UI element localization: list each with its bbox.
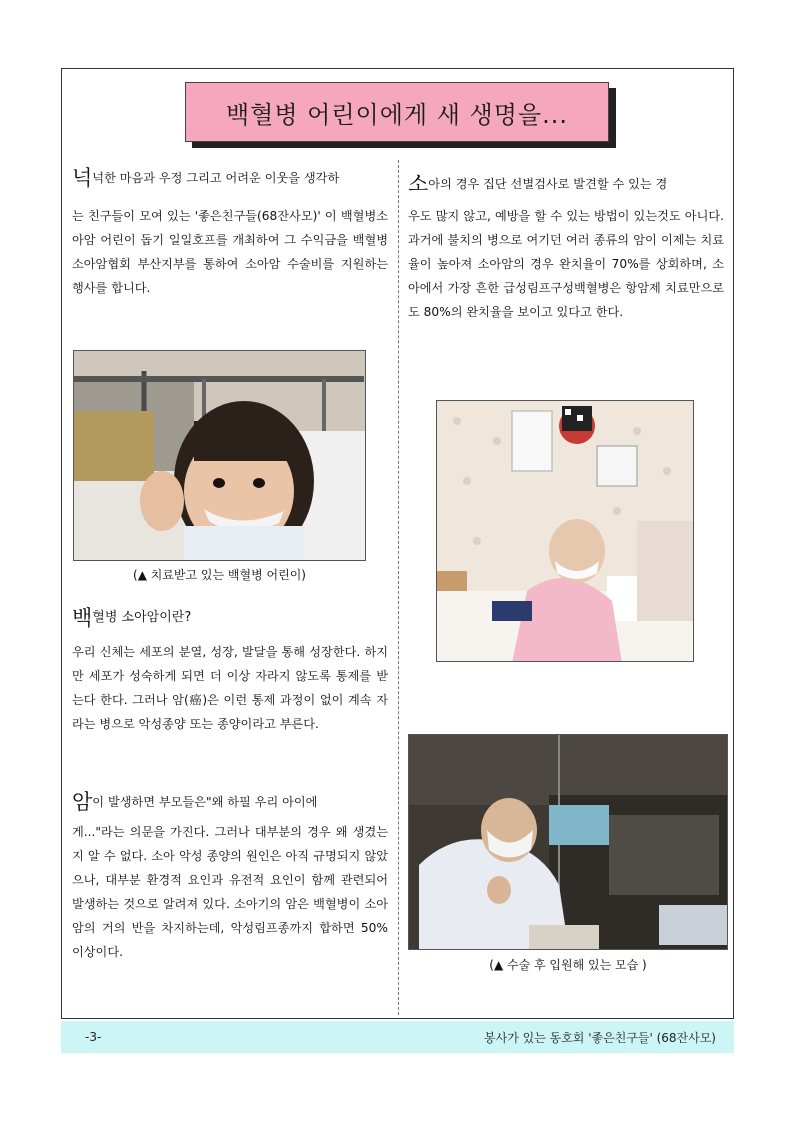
treatment-paragraph	[408, 172, 724, 324]
treatment-body: 우도 많지 않고, 예방을 할 수 있는 방법이 있는것도 아니다. 과거에 불치의 병으로 여기던 여러 종류의 암이 이제는 치료율이 높아져 소아암의 경우 완치율이 70%를 상회하며, 소아에서 가장 흔한 급성림프구성백혈병은 항암제 치료만으로도 80%의 완치율을 보이고 있다고 한다.	[408, 209, 724, 319]
page-number: -3-	[85, 1030, 102, 1044]
intro-body: 는 친구들이 모여 있는 '좋은친구들(68잔사모)' 이 백혈병소아암 어린이 돕기 일일호프를 개최하여 그 수익금을 백혈병소아암협회 부산지부를 통하여 소아암 수술비를 지원하는 행사를 합니다.	[72, 209, 388, 295]
photo3-caption: (▲ 수술 후 입원해 있는 모습 )	[489, 958, 647, 972]
page-footer	[61, 1021, 734, 1053]
intro-first-line: 넉한 마음과 우정 그리고 어려운 이웃을 생각하	[92, 171, 340, 185]
photo1-caption: (▲ 치료받고 있는 백혈병 어린이)	[133, 568, 306, 582]
causes-body: 게..."라는 의문을 가진다. 그러나 대부분의 경우 왜 생겼는지 알 수 없다. 소아 악성 종양의 원인은 아직 규명되지 않았으나, 대부분 환경적 요인과 유전적 요인이 함께 관련되어 발생하는 것으로 알려져 있다. 소아기의 암은 백혈병이 소아암의 거의 반을 차지하는데, 악성림프종까지 합하면 50% 이상이다.	[72, 825, 388, 959]
heading-text: 혈병 소아암이란?	[92, 610, 192, 625]
column-divider	[398, 160, 399, 1015]
treatment-first-line: 아의 경우 집단 선별검사로 발견할 수 있는 경	[428, 177, 668, 191]
intro-paragraph	[72, 166, 388, 300]
child-patient-photo	[73, 350, 366, 561]
causes-first-line: 이 발생하면 부모들은"왜 하필 우리 아이에	[92, 795, 318, 809]
definition-body: 우리 신체는 세포의 분열, 성장, 발달을 통해 성장한다. 하지만 세포가 성숙하게 되면 더 이상 자라지 않도록 통제를 받는다 한다. 그러나 암(癌)은 이런 통제 과정이 없이 계속 자라는 병으로 악성종양 또는 종양이라고 부른다.	[72, 645, 388, 731]
hospital-bed-photo	[436, 400, 694, 662]
footer-organization: 봉사가 있는 동호회 '좋은친구들' (68잔사모)	[484, 1030, 716, 1045]
drop-cap: 넉	[72, 166, 93, 190]
post-surgery-image	[409, 735, 728, 950]
section-heading	[72, 606, 388, 630]
causes-cap: 암	[72, 790, 93, 814]
heading-cap: 백	[72, 606, 93, 630]
causes-paragraph	[72, 790, 388, 964]
post-surgery-photo	[408, 734, 728, 950]
child-patient-image	[74, 351, 366, 561]
page-title: 백혈병 어린이에게 새 생명을...	[185, 82, 609, 142]
treatment-cap: 소	[408, 172, 429, 196]
hospital-bed-image	[437, 401, 694, 662]
definition-paragraph	[72, 640, 388, 736]
